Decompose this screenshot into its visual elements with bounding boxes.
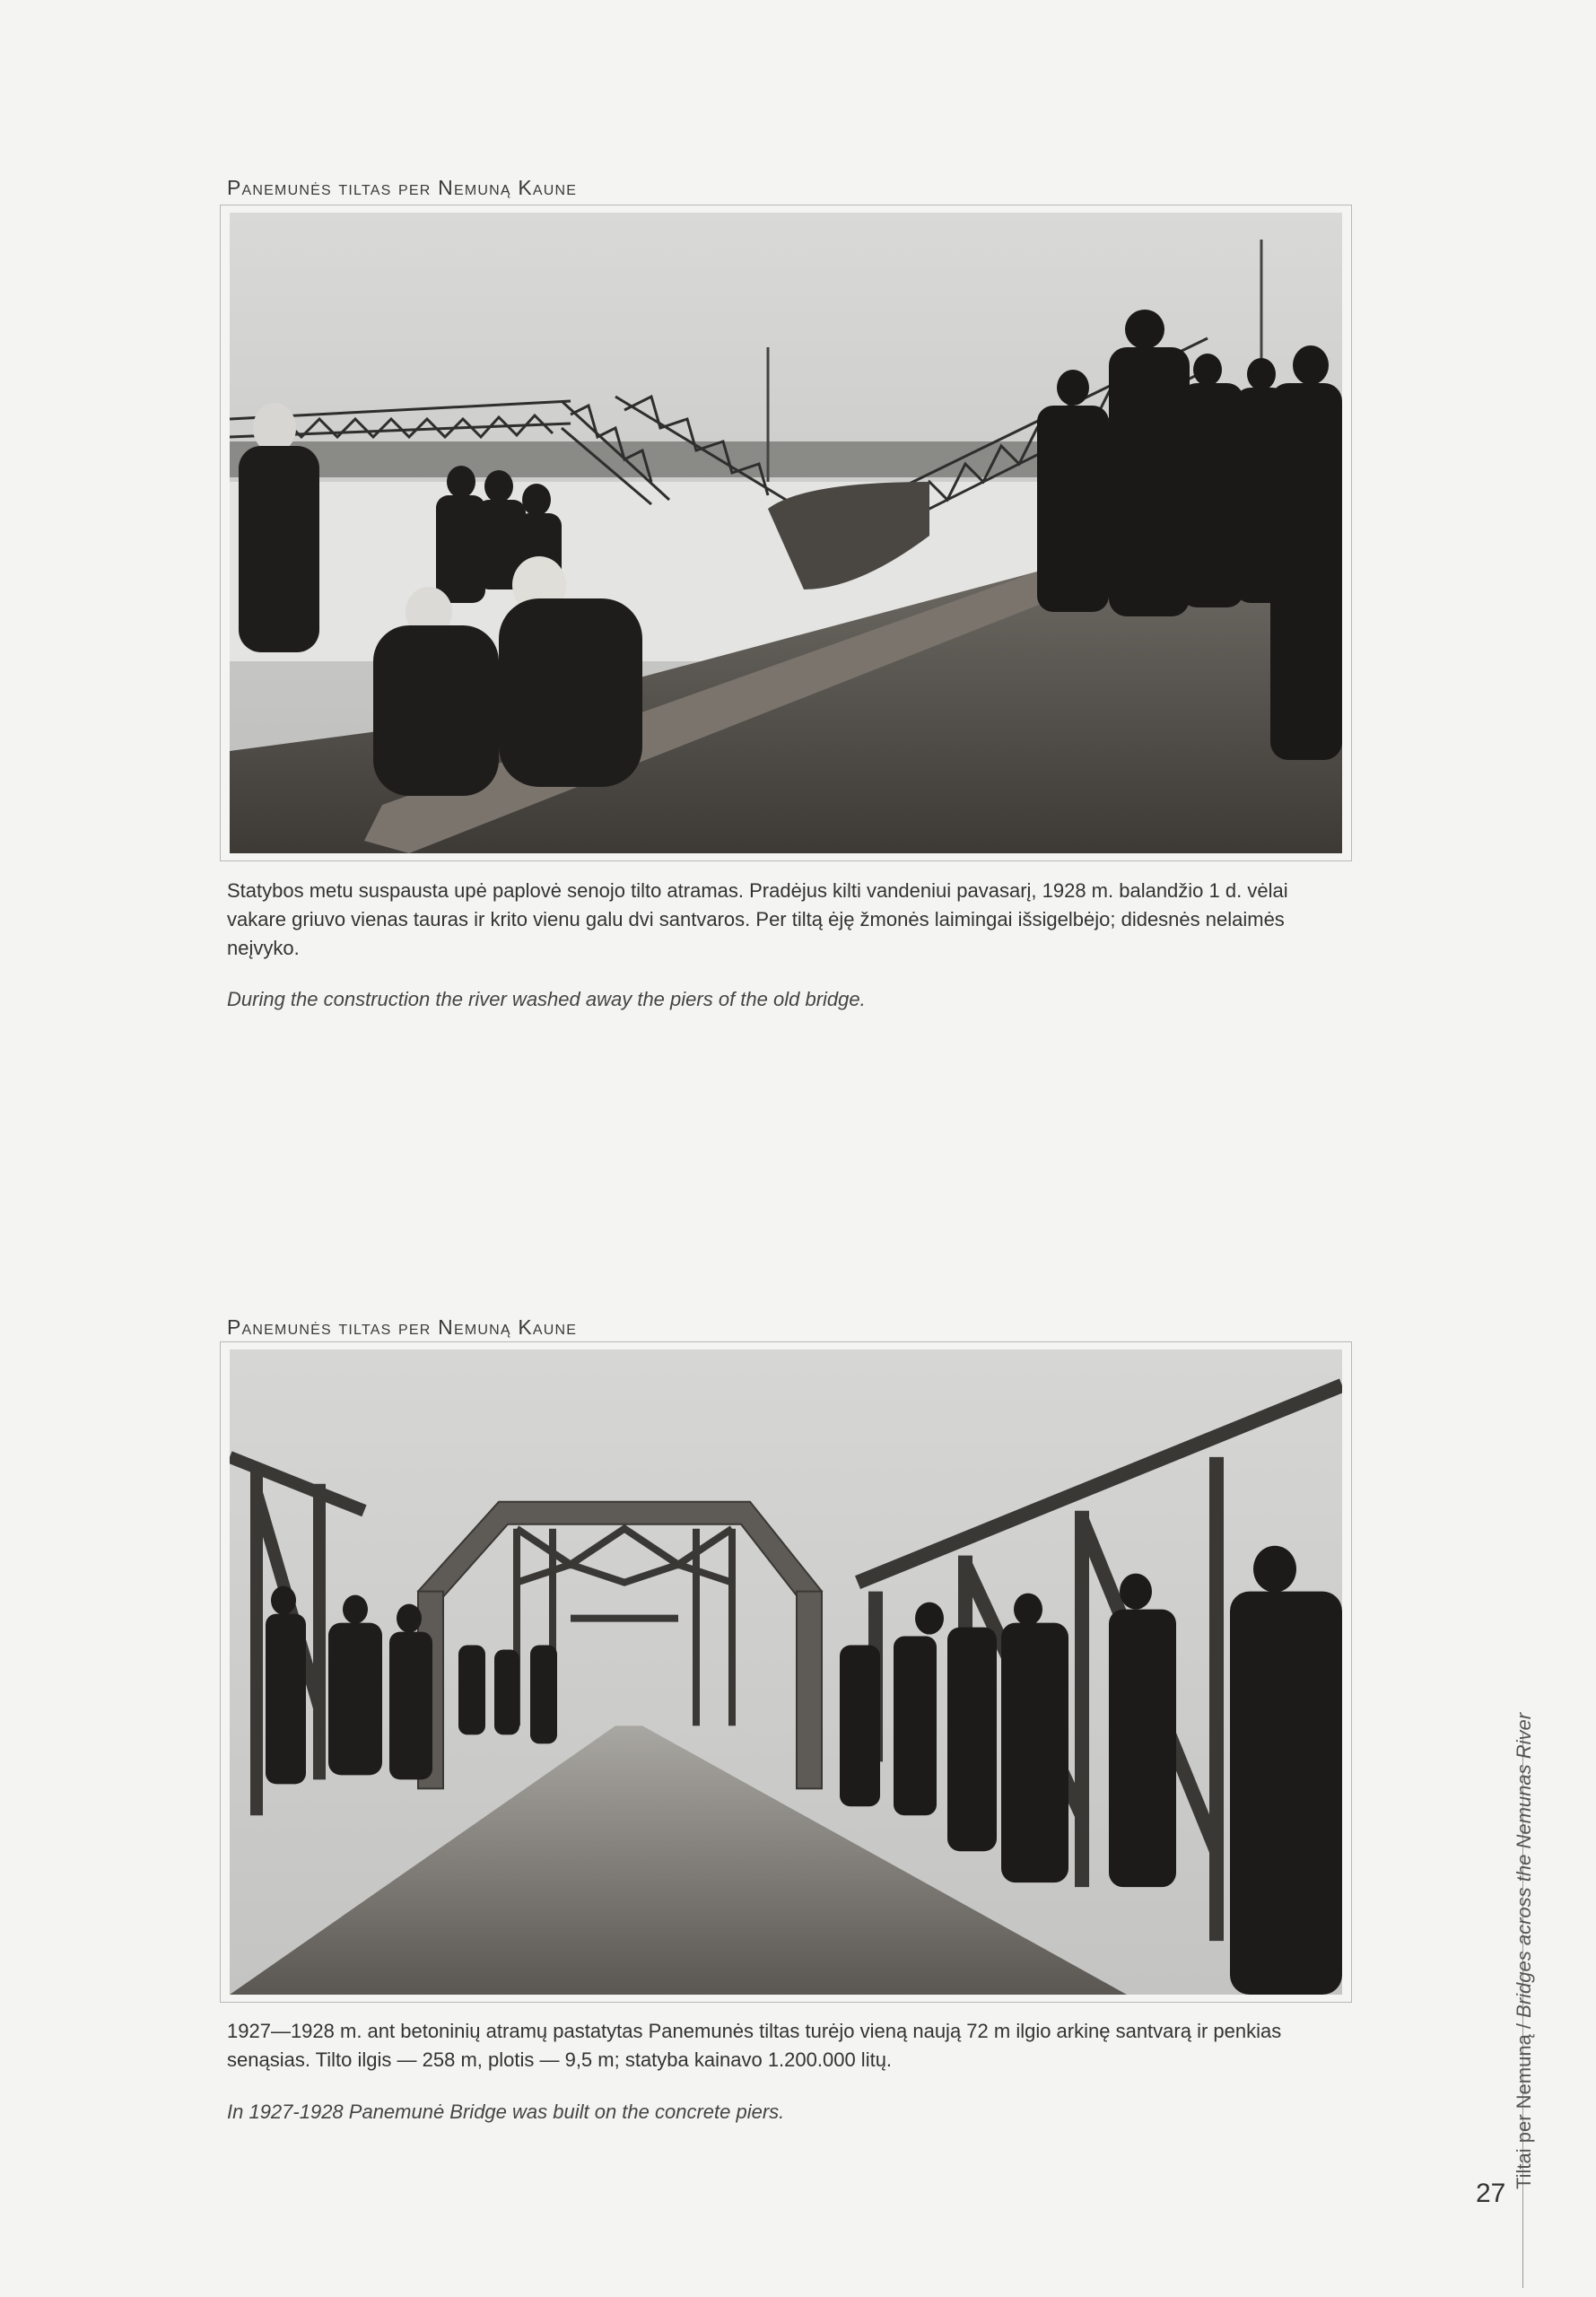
photo-caption-en: During the construction the river washed away the piers of the old bridge. <box>227 988 866 1010</box>
photo-caption-lt: Statybos metu suspausta upė paplovė senojo tilto atramas. Pradėjus kilti vandeniui pavasarį, 1928 m. balandžio 1 d. vėlai vakare griuvo vienas tauras ir krito vienu galu dvi santvaros. Per tiltą ėję žmonės laimingai išsigelbėjo; didesnės nelaimės neįvyko. <box>227 879 1288 959</box>
new-bridge-photo <box>230 1349 1342 1995</box>
section-title: Panemunės tiltas per Nemuną Kaune <box>227 176 578 199</box>
photo-caption-en: In 1927-1928 Panemunė Bridge was built on the concrete piers. <box>227 2100 785 2123</box>
book-title-en: Bridges across the Nemunas River <box>1513 1712 1535 2018</box>
book-title-lt: Tiltai per Nemuną / <box>1513 2017 1535 2189</box>
section-title: Panemunės tiltas per Nemuną Kaune <box>227 1315 578 1339</box>
photo-frame <box>220 205 1352 861</box>
photo-caption-lt: 1927—1928 m. ant betoninių atramų pastatytas Panemunės tiltas turėjo vieną naują 72 m ilgio arkinę santvarą ir penkias senąsias. Tilto ilgis — 258 m, plotis — 9,5 m; statyba kainavo 1.200.000 litų. <box>227 2020 1282 2071</box>
page-number: 27 <box>1476 2179 1506 2208</box>
photo-frame <box>220 1341 1352 2003</box>
collapsed-bridge-photo <box>230 213 1342 853</box>
book-title-vertical <box>1513 1713 1536 2189</box>
